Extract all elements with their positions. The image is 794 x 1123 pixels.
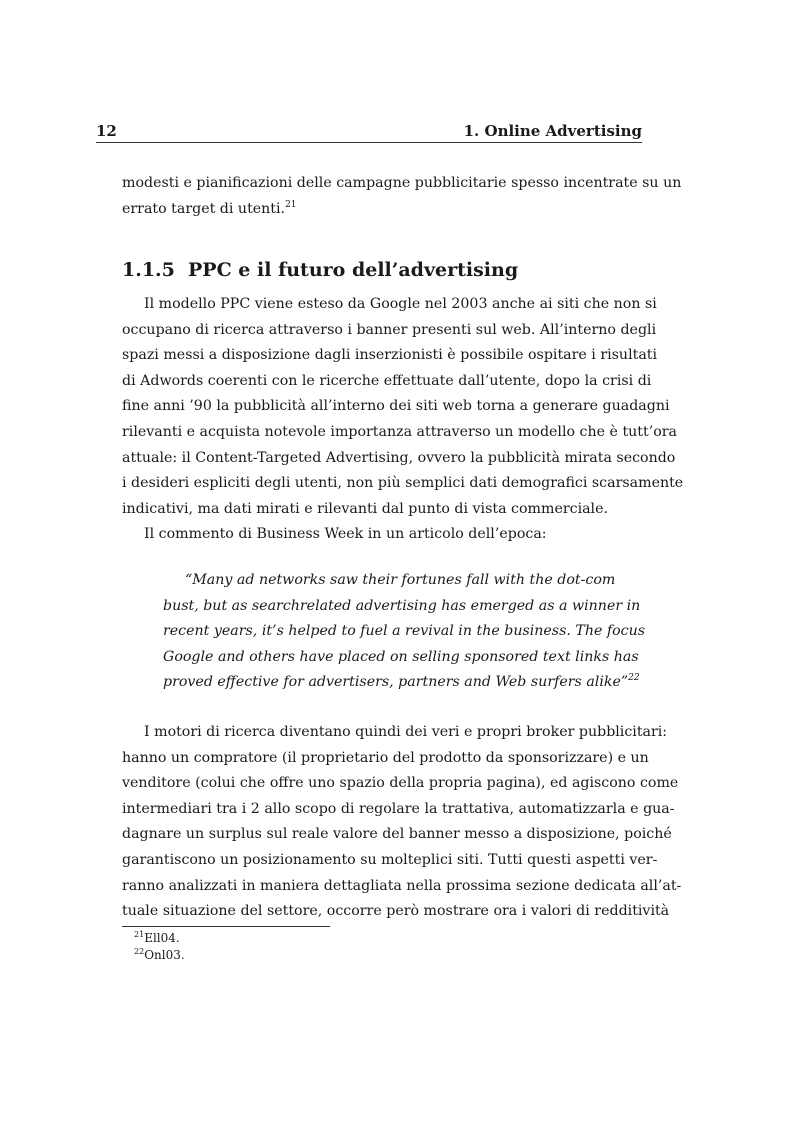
paragraph-line: occupano di ricerca attraverso i banner presenti sul web. All’interno degli [122,321,657,338]
paragraph-line: tuale situazione del settore, occorre però mostrare ora i valori di redditività [122,903,670,920]
paragraph-line: fine anni ’90 la pubblicità all’interno dei siti web torna a generare guadagni [122,398,670,415]
footnote-text: Ell04. [144,931,180,945]
quote-line [163,670,640,696]
paragraph-line: indicativi, ma dati mirati e rilevanti dal punto di vista commerciale. [122,500,609,517]
footnote-21 [134,929,180,947]
footnote-ref-22[interactable]: 22 [628,673,640,684]
quote-line: recent years, it’s helped to fuel a revival in the business. The focus [163,623,646,640]
paragraph-line: venditore (colui che offre uno spazio della propria pagina), ed agiscono come [122,775,679,792]
quote-line: “Many ad networks saw their fortunes fall with the dot-com [185,572,616,588]
intro-line: modesti e pianificazioni delle campagne pubblicitarie spesso incentrate su un [122,175,682,191]
quote-line: bust, but as searchrelated advertising has emerged as a winner in [163,597,641,614]
paragraph-line: rilevanti e acquista notevole importanza attraverso un modello che è tutt’ora [122,423,677,440]
paragraph-line: garantiscono un posizionamento su molteplici siti. Tutti questi aspetti ver- [122,851,658,868]
paragraph-line: intermediari tra i 2 allo scopo di regolare la trattativa, automatizzarla e gua- [122,800,675,817]
intro-line [122,197,641,223]
footnote-mark: 21 [134,930,145,939]
paragraph-line: spazi messi a disposizione dagli inserzionisti è possibile ospitare i risultati [122,347,658,364]
intro-paragraph [122,171,682,222]
paragraph-1 [122,292,684,548]
paragraph-line: I motori di ricerca diventano quindi dei veri e propri broker pubblicitari: [144,724,668,740]
paragraph-3 [122,720,682,925]
footnote-ref-21[interactable]: 21 [285,199,297,210]
quote-text: proved effective for advertisers, partners and Web surfers alike” [163,674,629,691]
paragraph-line: ranno analizzati in maniera dettagliata nella prossima sezione dedicata all’at- [122,877,682,894]
section-number: 1.1.5 [122,259,175,281]
intro-text: errato target di utenti. [122,200,286,217]
paragraph-line: dagnare un surplus sul reale valore del banner messo a disposizione, poiché [122,826,672,843]
footnote-mark: 22 [134,947,145,956]
header-rule [96,142,642,143]
paragraph-line: di Adwords coerenti con le ricerche effettuate dall’utente, dopo la crisi di [122,372,652,389]
footnote-22 [134,946,185,964]
footnote-text: Onl03. [144,948,185,962]
section-heading [122,256,641,284]
paragraph-line: hanno un compratore (il proprietario del prodotto da sponsorizzare) e un [122,749,649,766]
page-number: 12 [96,122,117,140]
paragraph-2: Il commento di Business Week in un articolo dell’epoca: [144,526,547,543]
paragraph-line: Il modello PPC viene esteso da Google nel 2003 anche ai siti che non si [144,296,657,312]
paragraph-line: i desideri espliciti degli utenti, non più semplici dati demografici scarsamente [122,475,684,492]
footnote-rule [122,926,330,927]
paragraph-line: attuale: il Content-Targeted Advertising, ovvero la pubblicità mirata secondo [122,449,676,466]
section-title: PPC e il futuro dell’advertising [188,259,519,281]
quote-line: Google and others have placed on selling sponsored text links has [163,648,639,665]
running-header [96,122,642,142]
block-quote [163,568,646,696]
chapter-title: 1. Online Advertising [463,122,642,140]
